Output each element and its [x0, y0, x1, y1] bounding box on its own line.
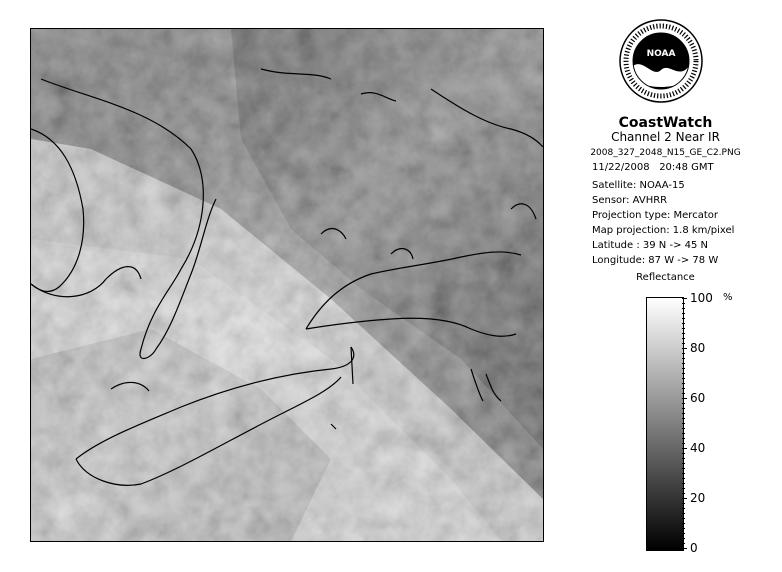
satellite-map: [30, 28, 544, 542]
colorbar-minor-tick: [682, 488, 685, 489]
colorbar-tick-label: 60: [690, 391, 706, 405]
map-projection-line: [592, 225, 734, 237]
colorbar-minor-tick: [682, 493, 685, 494]
satellite-label: Satellite:: [592, 180, 637, 191]
colorbar-minor-tick: [682, 363, 685, 364]
colorbar-minor-tick: [682, 478, 685, 479]
colorbar-minor-tick: [682, 373, 685, 374]
colorbar-tick-label: 80: [690, 341, 706, 355]
colorbar-minor-tick: [682, 393, 685, 394]
colorbar-minor-tick: [682, 388, 685, 389]
projection-type-line: [592, 210, 718, 222]
satellite-value: NOAA-15: [639, 180, 685, 191]
colorbar-tick: [682, 348, 687, 349]
colorbar-minor-tick: [682, 418, 685, 419]
colorbar-minor-tick: [682, 533, 685, 534]
colorbar-minor-tick: [682, 458, 685, 459]
colorbar-minor-tick: [682, 513, 685, 514]
colorbar-tick: [682, 498, 687, 499]
colorbar-minor-tick: [682, 318, 685, 319]
colorbar-minor-tick: [682, 508, 685, 509]
scale-title: Reflectance: [636, 272, 695, 283]
colorbar-tick-label: 40: [690, 441, 706, 455]
colorbar-minor-tick: [682, 413, 685, 414]
colorbar-minor-tick: [682, 368, 685, 369]
map-projection-label: Map projection:: [592, 225, 670, 236]
scale-unit: %: [723, 292, 733, 303]
date-label: 11/22/2008: [592, 162, 650, 173]
sensor-label: Sensor:: [592, 195, 630, 206]
colorbar-minor-tick: [682, 483, 685, 484]
colorbar-minor-tick: [682, 333, 685, 334]
latitude-value: 39 N -> 45 N: [642, 240, 709, 251]
colorbar-tick: [682, 298, 687, 299]
colorbar-minor-tick: [682, 428, 685, 429]
time-label: 20:48 GMT: [659, 162, 714, 173]
colorbar-minor-tick: [682, 408, 685, 409]
colorbar-minor-tick: [682, 338, 685, 339]
colorbar-minor-tick: [682, 358, 685, 359]
colorbar-minor-tick: [682, 438, 685, 439]
sensor-line: [592, 195, 667, 207]
colorbar-minor-tick: [682, 403, 685, 404]
noaa-logo: [618, 18, 704, 104]
logo-text: NOAA: [646, 49, 676, 59]
colorbar-minor-tick: [682, 453, 685, 454]
colorbar-minor-tick: [682, 528, 685, 529]
colorbar-minor-tick: [682, 313, 685, 314]
colorbar-minor-tick: [682, 443, 685, 444]
colorbar-minor-tick: [682, 423, 685, 424]
colorbar-minor-tick: [682, 303, 685, 304]
reflectance-colorbar: [646, 297, 684, 551]
colorbar-tick-label: 100: [690, 291, 713, 305]
sensor-value: AVHRR: [632, 195, 668, 206]
colorbar-minor-tick: [682, 518, 685, 519]
colorbar-minor-tick: [682, 538, 685, 539]
satellite-line: [592, 180, 685, 192]
colorbar-minor-tick: [682, 383, 685, 384]
colorbar-minor-tick: [682, 543, 685, 544]
datetime-line: [592, 162, 714, 174]
longitude-line: [592, 255, 718, 267]
colorbar-minor-tick: [682, 503, 685, 504]
brand-title: CoastWatch: [618, 115, 713, 131]
colorbar-minor-tick: [682, 463, 685, 464]
longitude-value: 87 W -> 78 W: [648, 255, 719, 266]
latitude-line: [592, 240, 708, 252]
projection-type-label: Projection type:: [592, 210, 671, 221]
map-projection-value: 1.8 km/pixel: [672, 225, 735, 236]
projection-type-value: Mercator: [673, 210, 718, 221]
colorbar-minor-tick: [682, 323, 685, 324]
colorbar-tick: [682, 548, 687, 549]
colorbar-minor-tick: [682, 353, 685, 354]
latitude-label: Latitude :: [592, 240, 640, 251]
channel-label: Channel 2 Near IR: [611, 130, 720, 144]
filename-label: 2008_327_2048_N15_GE_C2.PNG: [590, 148, 741, 158]
colorbar-minor-tick: [682, 433, 685, 434]
colorbar-tick-label: 0: [690, 541, 698, 555]
colorbar-tick-label: 20: [690, 491, 706, 505]
colorbar-minor-tick: [682, 343, 685, 344]
colorbar-minor-tick: [682, 308, 685, 309]
colorbar-minor-tick: [682, 468, 685, 469]
longitude-label: Longitude:: [592, 255, 646, 266]
colorbar-minor-tick: [682, 523, 685, 524]
colorbar-tick: [682, 398, 687, 399]
colorbar-minor-tick: [682, 473, 685, 474]
colorbar-minor-tick: [682, 378, 685, 379]
colorbar-tick: [682, 448, 687, 449]
colorbar-minor-tick: [682, 328, 685, 329]
